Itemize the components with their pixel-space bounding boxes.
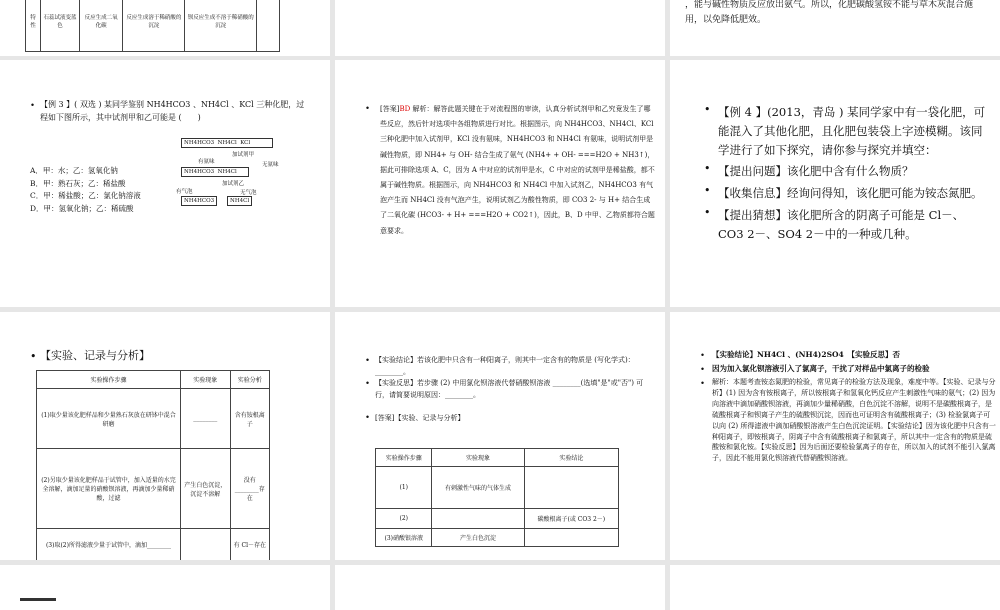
- slide-3[interactable]: [670, 0, 1000, 56]
- experiment-title: 【实验、记录与分析】: [40, 349, 150, 362]
- table-cell: (3)硝酸银溶液: [376, 529, 432, 547]
- options-list: [30, 165, 190, 215]
- diagram-mid-box: NH4HCO3 NH4Cl: [181, 167, 249, 177]
- slide-1[interactable]: [0, 0, 330, 56]
- table-cell: [432, 509, 524, 529]
- table-cell: 没有________存在: [230, 449, 269, 529]
- answer-table: [375, 448, 619, 547]
- slide-text: ，能与碱性物质反应放出氨气。所以，化肥碳酸氢铵不能与草木灰混合施用，以免降低肥效。: [685, 0, 974, 25]
- bullet: •: [700, 379, 706, 389]
- cell: 石蕊试液变蓝色: [41, 0, 80, 52]
- label-ammonia-smell: 有氨味: [198, 159, 215, 165]
- cell: [257, 0, 280, 52]
- answer-3-text: [380, 102, 655, 239]
- diagram-bottom-box-2: NH4Cl: [227, 196, 252, 206]
- diagram-bottom-box-1: NH4HCO3: [181, 196, 217, 206]
- table-cell: 有刺激性气味的气体生成: [432, 467, 524, 509]
- table-cell: 产生白色沉淀: [432, 529, 524, 547]
- slide-experiment[interactable]: [0, 312, 330, 560]
- table-cell: 产生白色沉淀，沉淀不溶解: [180, 449, 230, 529]
- slide-9[interactable]: [670, 565, 1000, 610]
- diagram-top-box: NH4HCO3 NH4Cl KCl: [181, 138, 273, 148]
- slide-7[interactable]: [0, 565, 330, 610]
- table-cell: 碳酸根离子(或 CO3 2－): [524, 509, 618, 529]
- label-bubbles: 有气泡: [176, 189, 193, 195]
- example-3-stem: 【例 3 】( 双选 ) 某同学鉴别 NH4HCO3 、NH4Cl 、KCl 三种化肥，过程如下图所示，其中试剂甲和乙可能是 ( ): [40, 100, 305, 122]
- bullet: •: [700, 365, 706, 375]
- reflection-text: 【实验反思】若步骤 (2) 中用氯化钡溶液代替硝酸钡溶液 ________(选填"是"或"否") 可行，请简要说明原因：________。: [375, 379, 644, 399]
- answer-4-line-1: 【实验结论】NH4Cl 、(NH4)2SO4 【实验反思】否: [712, 350, 900, 359]
- col-header: 实验操作步骤: [376, 449, 432, 467]
- answer-value: BD: [399, 105, 411, 113]
- slide-conclusion[interactable]: [335, 312, 665, 560]
- cell: 反应生成二氧化碳: [79, 0, 122, 52]
- slide-example-4[interactable]: [670, 60, 1000, 307]
- option-b: B．甲：熟石灰；乙：稀盐酸: [30, 178, 126, 188]
- cell: 钡反应生成不溶于稀硝酸的沉淀: [185, 0, 257, 52]
- label-add-reagent-a: 加试剂甲: [232, 152, 255, 158]
- col-header: 实验操作步骤: [37, 371, 181, 389]
- col-header: 实验现象: [432, 449, 524, 467]
- answer-4-explanation: 解析：本题考查铵态氮肥的检验，常见离子的检验方法及现象，难度中等。【实验、记录与分析】(1) 因为含有铵根离子，所以铵根离子和氢氧化钙反应产生刺激性气味的氨气；(2) 因为向溶液中滴加硝酸钡溶液，再滴加少量稀硝酸，白色沉淀不溶解，说明不是碳酸根离子，是硫酸根离子和钡离子产生的硫酸钡沉淀，因而也可证明含有硫酸根离子；(3) 检验氯离子可以向 (2) 所得滤液中滴加硝酸银溶液产生白色沉淀证明。【实验结论】因为该化肥中只含有一种阳离子，即铵根离子，阴离子中含有硫酸根离子和氯离子，所以其中一定含有的物质是硫酸铵和氯化铵。【实验反思】因为后面还要检验氯离子的存在，所以加入的试剂不能引入氯离子，因此不能用氯化钡溶液代替硝酸钡溶液。: [712, 378, 996, 463]
- table-cell: (3)取(2)所得滤液少量于试管中，滴加________: [37, 529, 181, 561]
- bullet: •: [704, 162, 711, 175]
- slide-answer-4[interactable]: [670, 312, 1000, 560]
- question: 【提出问题】该化肥中含有什么物质？: [718, 164, 914, 178]
- bullet: •: [704, 103, 711, 116]
- table-cell: (1)取少量该化肥样品和少量熟石灰放在研钵中混合研磨: [37, 389, 181, 449]
- table-cell: (2): [376, 509, 432, 529]
- slide-example-3[interactable]: [0, 60, 330, 307]
- bullet: •: [365, 413, 371, 423]
- table-cell: [524, 529, 618, 547]
- table-cell: [180, 529, 230, 561]
- bullet: •: [704, 184, 711, 197]
- table-cell: (1): [376, 467, 432, 509]
- table-cell: 含有铵根离子: [230, 389, 269, 449]
- hypothesis: 【提出猜想】该化肥所含的阴离子可能是 Cl－、CO3 2－、SO4 2－中的一种或几种。: [718, 208, 965, 241]
- bullet: •: [30, 350, 37, 363]
- cell: 特性: [26, 0, 41, 52]
- col-header: 实验现象: [180, 371, 230, 389]
- bullet: •: [704, 206, 711, 219]
- bullet: •: [365, 356, 371, 366]
- experiment-table: [36, 370, 270, 560]
- option-d: D．甲：氢氧化钠；乙：稀硫酸: [30, 203, 134, 213]
- bullet: •: [365, 379, 371, 389]
- bullet: •: [700, 351, 706, 361]
- label-no-ammonia: 无氨味: [262, 162, 279, 168]
- label-add-reagent-b: 加试剂乙: [222, 181, 245, 187]
- option-c: C．甲：稀盐酸；乙：氯化钠溶液: [30, 191, 141, 200]
- col-header: 实验分析: [230, 371, 269, 389]
- bullet: •: [365, 104, 371, 114]
- example-4-stem: 【例 4 】(2013，青岛 ) 某同学家中有一袋化肥，可能混入了其他化肥，且化肥包装袋上字迹模糊。该同学进行了如下探究，请你参与探究并填空：: [718, 105, 986, 157]
- col-header: 实验结论: [524, 449, 618, 467]
- slide-2[interactable]: [335, 0, 665, 56]
- slide-answer-3[interactable]: [335, 60, 665, 307]
- option-a: A．甲：水；乙：氢氧化钠: [30, 166, 118, 175]
- answer-explanation: 解析：解答此题关键在于对流程图的审读，认真分析试剂甲和乙究竟发生了哪些反应，然后针对选项中各组物质进行对比。根据图示，向 NH4HCO3、NH4Cl、KCl 三种化肥中加入试剂甲，KCl 没有氨味，NH4HCO3 和 NH4Cl 有氨味，说明试剂甲是碱性物质，即 NH4+ 与 OH- 结合生成了氨气 (NH4+ + OH- ===H2O + NH3↑)，据此可排除选项 A、C，因为 A 中对应的试剂甲是水，C 中对应的试剂甲是稀盐酸，都不属于碱性物质。根据图示，向 NH4HCO3 和 NH4Cl 中加入试剂乙，NH4HCO3 有气泡产生而 NH4Cl 没有气泡产生，说明试剂乙为酸性物质，即 CO3 2- 与 H+ 结合生成了二氧化碳 (HCO3- + H+ ===H2O + CO2↑)，因此，B、D 中甲、乙物质都符合题意要求。: [380, 105, 655, 235]
- answer-4-line-2: 因为加入氯化钡溶液引入了氯离子，干扰了对样品中氯离子的检验: [712, 364, 930, 373]
- properties-table: [25, 0, 280, 52]
- conclusion-text: 【实验结论】若该化肥中只含有一种阳离子，则其中一定含有的物质是 (写化学式)：________。: [375, 356, 635, 376]
- answer-label: [答案]: [380, 105, 400, 113]
- cell: 反应生成溶于稀硝酸的沉淀: [123, 0, 185, 52]
- info: 【收集信息】经询问得知，该化肥可能为铵态氮肥。: [718, 186, 983, 200]
- answer-heading: [答案]【实验、记录与分析】: [375, 414, 465, 422]
- table-cell: (2)另取少量该化肥样品于试管中，加入适量的水完全溶解，滴加足量的硝酸钡溶液，再滴加少量稀硝酸，过滤: [37, 449, 181, 529]
- table-cell: [524, 467, 618, 509]
- slide-8[interactable]: [335, 565, 665, 610]
- table-cell: ________: [180, 389, 230, 449]
- bullet: •: [30, 101, 36, 111]
- table-cell: 有 Cl－存在: [230, 529, 269, 561]
- label-no-bubbles: 无气泡: [240, 190, 257, 196]
